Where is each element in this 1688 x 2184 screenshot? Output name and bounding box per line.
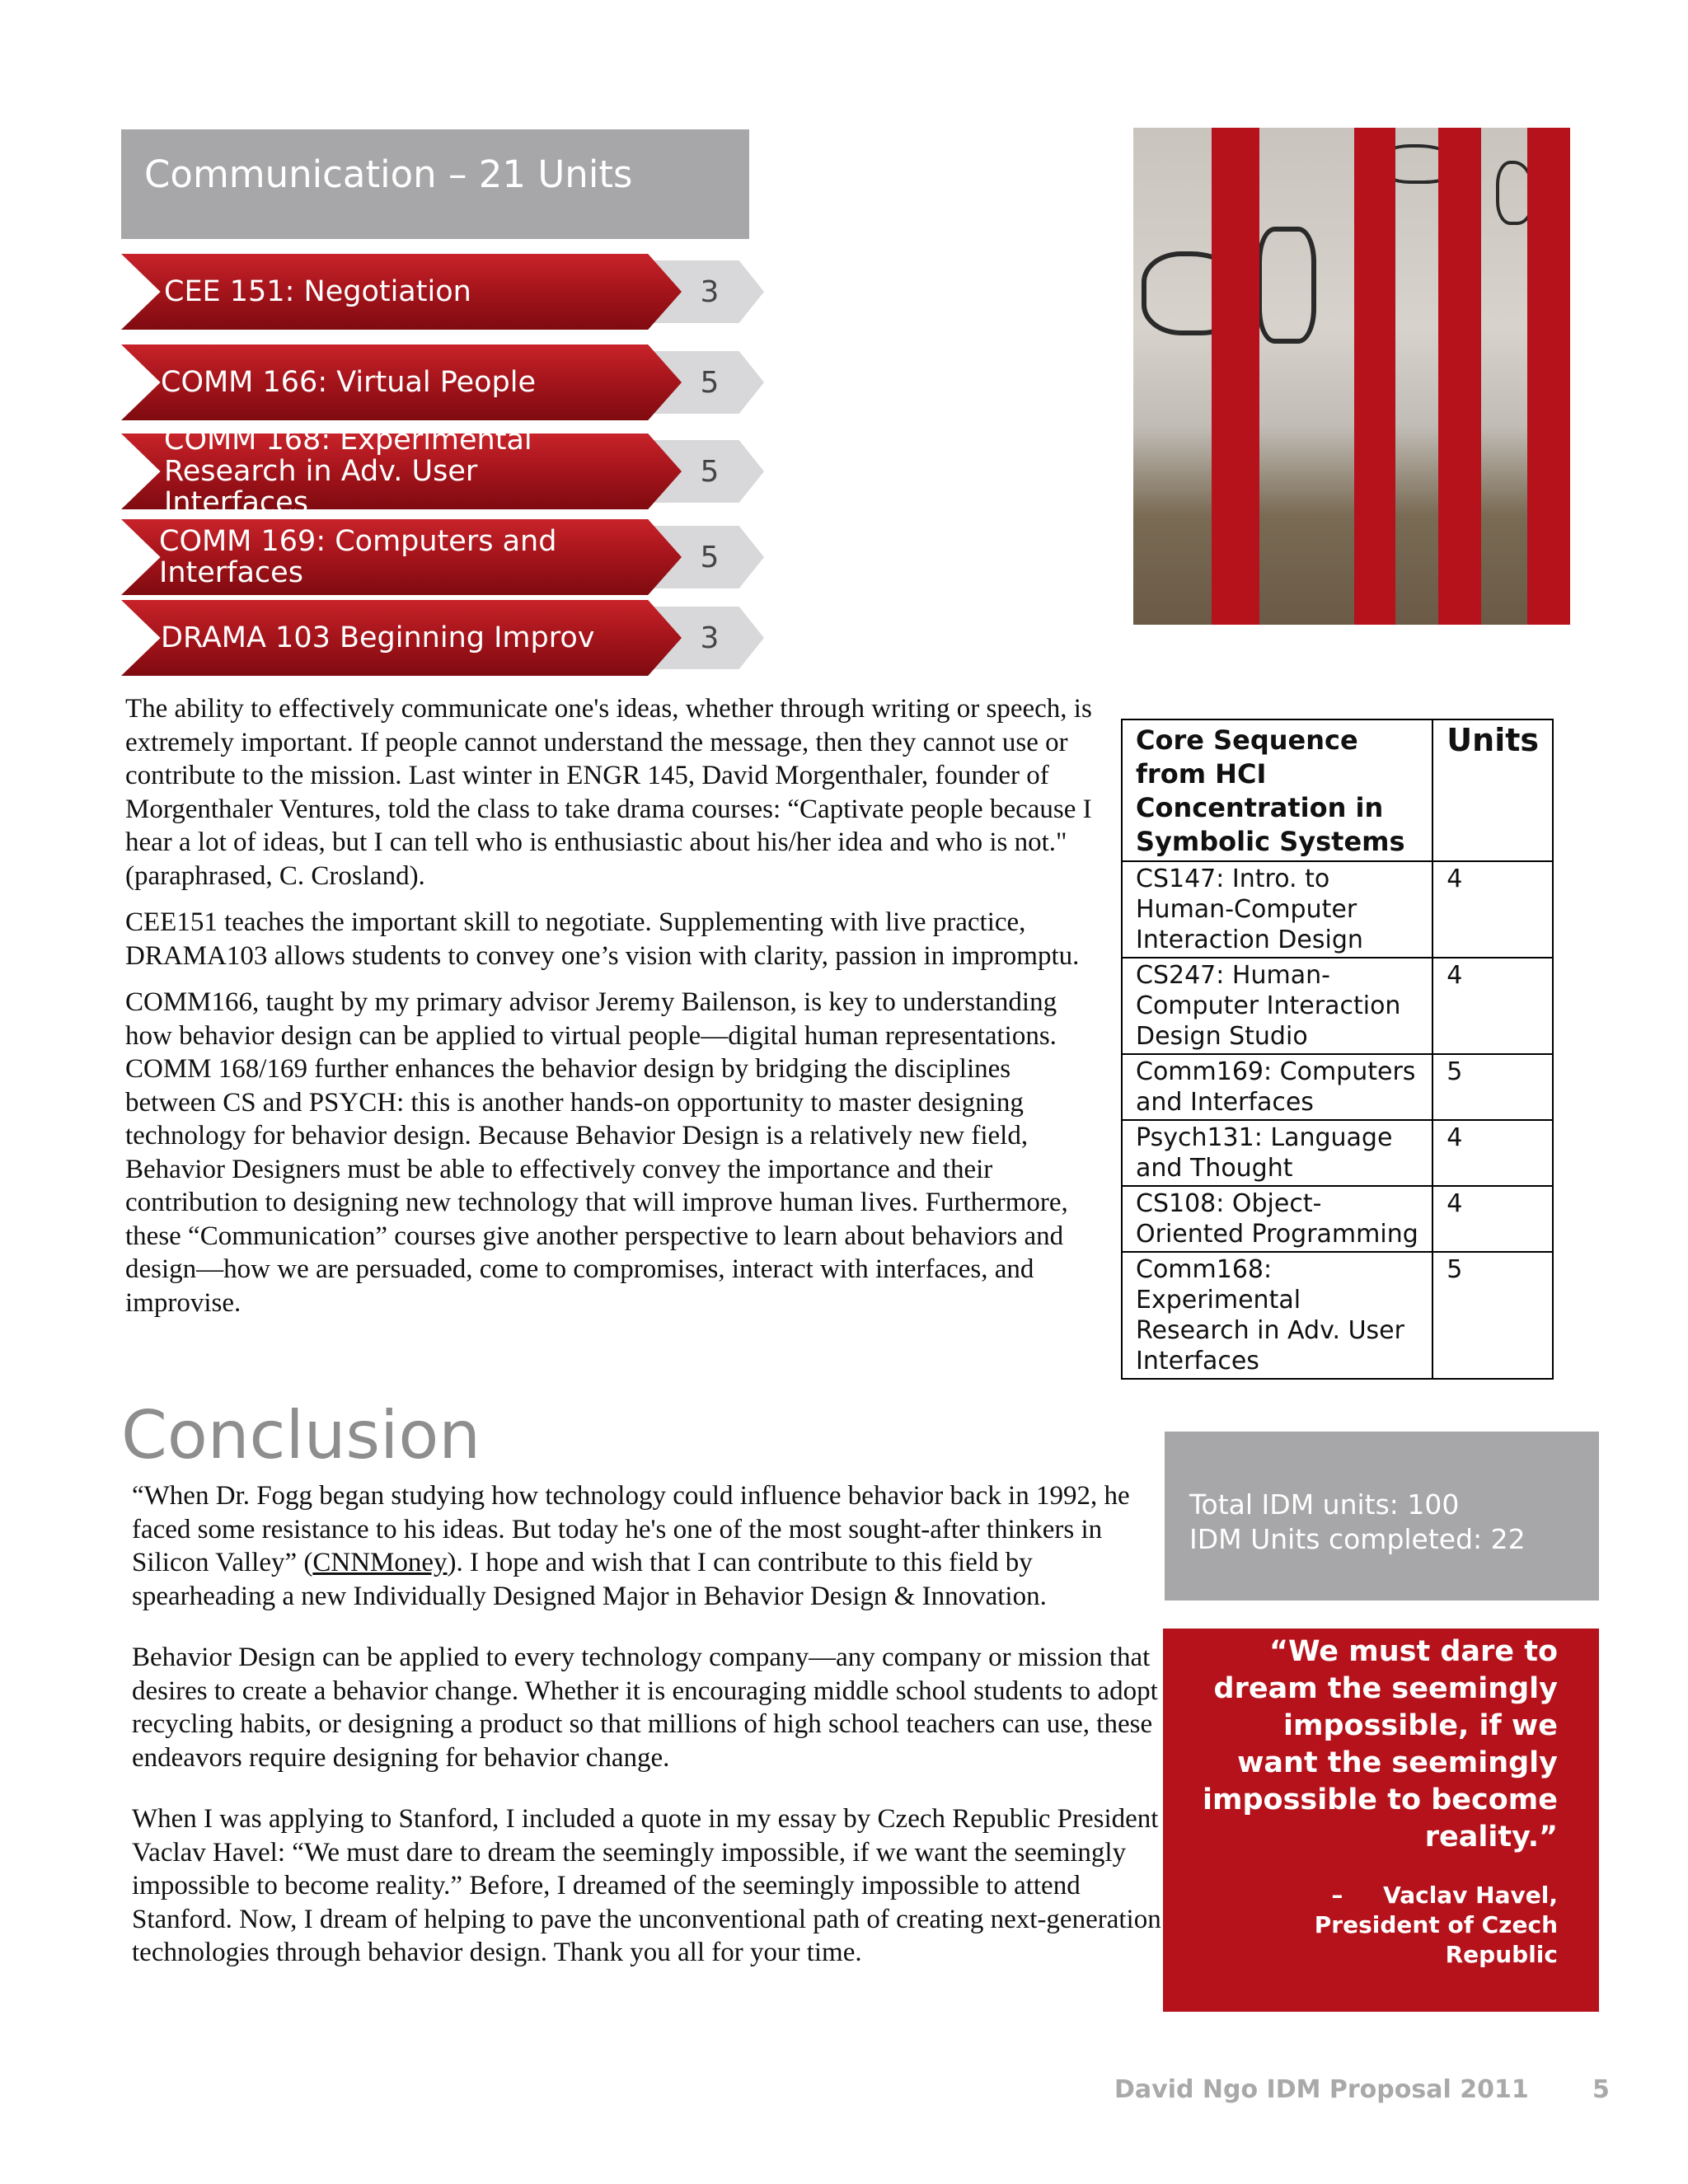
body-paragraph: COMM166, taught by my primary advisor Jeremy Bailenson, is key to understanding how behavior design can be applied to virtual people—digital human representations. COMM 168/169 further enhances the behavior design by bridging the disciplines between CS and PSYCH: this is another hands-on opportunity to master designing technology for behavior design. Because Behavior Design is a relatively new field, Behavior Designers must be able to effectively convey the importance and their contribution to designing new technology that will improve human lives. Furthermore, these “Communication” courses give another perspective to learn about behaviors and design—how we are persuaded, come to compromises, interact with interfaces, and improvise. [125,987,1068,1318]
table-row [1122,861,1553,958]
table-row [1122,1120,1553,1186]
red-stripe [1438,128,1481,625]
footer-title: David Ngo IDM Proposal 2011 [1114,2075,1529,2104]
section-title: Communication – 21 Units [144,152,633,196]
table-row [1122,958,1553,1054]
quote-box [1163,1629,1599,2012]
body-paragraph: CEE151 teaches the important skill to negotiate. Supplementing with live practice, DRAMA103 allows students to convey one’s vision with clarity, passion in impromptu. [125,907,1080,971]
table-cell-course: Comm169: Computers and Interfaces [1122,1054,1432,1120]
conclusion-paragraph: Behavior Design can be applied to every technology company—any company or mission that desires to create a behavior change. Whether it is encouraging middle school students to adopt recycling habits, or designing a product so that millions of high school teachers can use, these endeavors require designing for behavior change. [132,1643,1158,1773]
course-item [121,424,764,519]
quote-author-title: President of Czech Republic [1314,1911,1558,1968]
conclusion-paragraph: When I was applying to Stanford, I included a quote in my essay by Czech Republic President Vaclav Havel: “We must dare to dream the seemingly impossible, if we want the seemingly impossible to become reality.” Before, I dreamed of the seemingly impossible to attend Stanford. Now, I dream of helping to pave the unconventional path of creating next-generation technologies through behavior design. Thank you all for your time. [132,1804,1161,1967]
table-cell-units: 4 [1432,861,1553,958]
table-cell-units: 4 [1432,958,1553,1054]
table-cell-course: Psych131: Language and Thought [1122,1120,1432,1186]
communication-body [125,692,1098,1319]
course-label: CEE 151: Negotiation [164,275,471,308]
course-label: DRAMA 103 Beginning Improv [161,621,595,654]
table-cell-units: 4 [1432,1186,1553,1252]
red-stripe [1212,128,1259,625]
table-cell-course: CS108: Object-Oriented Programming [1122,1186,1432,1252]
conclusion-body [132,1479,1162,1970]
section-header [121,129,749,239]
table-row [1122,1186,1553,1252]
total-units: Total IDM units: 100 [1189,1488,1460,1521]
quote-attribution [1196,1881,1558,1970]
course-item [121,254,764,330]
table-cell-units: 5 [1432,1054,1553,1120]
stanford-photo [1133,128,1570,625]
table-cell-course: CS247: Human-Computer Interaction Design Studio [1122,958,1432,1054]
quote-text: “We must dare to dream the seemingly impossible, if we want the seemingly impossible to become reality.” [1203,1635,1558,1854]
course-item [121,600,764,676]
table-header-units: Units [1432,719,1553,861]
course-units: 3 [700,621,720,655]
page-number: 5 [1592,2075,1610,2104]
course-label: COMM 166: Virtual People [161,366,536,399]
course-item [121,344,764,420]
table-row [1122,1252,1553,1379]
table-cell-units: 5 [1432,1252,1553,1379]
core-sequence-table [1121,719,1554,1380]
conclusion-paragraph [132,1479,1162,1613]
course-units: 3 [700,274,720,309]
table-cell-course: Comm168: Experimental Research in Adv. User Interfaces [1122,1252,1432,1379]
quote-author: Vaclav Havel, [1383,1882,1558,1909]
red-stripe [1527,128,1570,625]
table-cell-units: 4 [1432,1120,1553,1186]
course-units: 5 [700,365,720,400]
body-paragraph: The ability to effectively communicate one's ideas, whether through writing or speech, is extremely important. If people cannot understand the message, then they cannot use or contribute to the mission. Last winter in ENGR 145, David Morgenthaler, founder of Morgenthaler Ventures, told the class to take drama courses: “Captivate people because I hear a lot of ideas, but I can tell who is enthusiastic about his/her idea and who is not." (paraphrased, C. Crosland). [125,694,1092,891]
red-stripe [1354,128,1395,625]
conclusion-text: ). I hope and wish that I can contribute to this field by spearheading a new Individually Designed Major in Behavior Design & Innovation. [132,1548,1047,1611]
course-units: 5 [700,540,720,574]
table-header-row [1122,719,1553,861]
table-header-course: Core Sequence from HCI Concentration in Symbolic Systems [1122,719,1432,861]
table-row [1122,1054,1553,1120]
table-cell-course: CS147: Intro. to Human-Computer Interaction Design [1122,861,1432,958]
conclusion-heading: Conclusion [121,1397,481,1474]
cnnmoney-link[interactable]: CNNMoney [312,1548,448,1577]
quote-dash: – [1331,1882,1343,1909]
course-units: 5 [700,454,720,489]
course-label: COMM 168: Experimental Research in Adv. User Interfaces [164,424,532,519]
totals-box [1165,1432,1599,1601]
completed-units: IDM Units completed: 22 [1189,1523,1526,1555]
course-item [121,519,764,595]
conclusion-text: “When Dr. Fogg began studying how technology could influence behavior back in 1992, he faced some resistance to his ideas. But today he's one of the most sought-after thinkers in Silicon Valley” ( [132,1481,1130,1577]
course-label: COMM 169: Computers and Interfaces [159,525,557,589]
